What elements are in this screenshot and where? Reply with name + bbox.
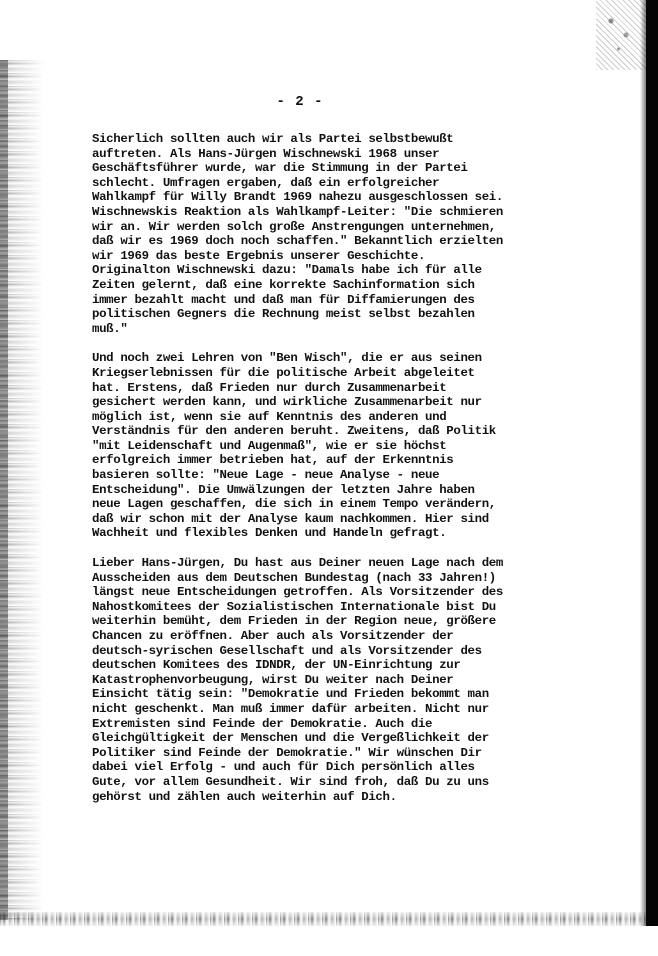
text-line: gesichert werden kann, und wirkliche Zusammenarbeit nur	[92, 395, 482, 410]
paragraph	[92, 351, 627, 541]
text-line: auftreten. Als Hans-Jürgen Wischnewski 1968 unser	[92, 146, 440, 161]
text-line: daß wir schon mit der Analyse kaum nachkommen. Hier sind	[92, 511, 489, 526]
text-line: schlecht. Umfragen ergaben, daß ein erfolgreicher	[92, 175, 440, 190]
text-line: Sicherlich sollten auch wir als Partei selbstbewußt	[92, 132, 454, 146]
text-line: erfolgreich immer betrieben hat, auf der Erkenntnis	[92, 453, 454, 468]
text-line: basieren sollte: "Neue Lage - neue Analyse - neue	[92, 468, 440, 483]
text-line: politischen Gegners die Rechnung meist selbst bezahlen	[92, 307, 475, 322]
text-line: Wischnewskis Reaktion als Wahlkampf-Leiter: "Die schmieren	[92, 204, 503, 219]
text-line: wir 1969 das beste Ergebnis unserer Geschichte.	[92, 248, 426, 263]
scan-noise-corner	[596, 0, 646, 70]
text-line: gehörst und zählen auch weiterhin auf Dich.	[92, 789, 397, 804]
text-line: Katastrophenvorbeugung, wirst Du weiter nach Deiner	[92, 672, 454, 687]
paragraph	[92, 132, 627, 336]
text-line: Kriegserlebnissen für die politische Arbeit abgeleitet	[92, 365, 475, 380]
text-line: längst neue Entscheidungen getroffen. Als Vorsitzender des	[92, 585, 503, 600]
body-text	[92, 132, 627, 819]
text-line: Verständnis für den anderen beruht. Zweitens, daß Politik	[92, 424, 496, 439]
text-line: hat. Erstens, daß Frieden nur durch Zusammenarbeit	[92, 380, 447, 395]
text-line: Einsicht tätig sein: "Demokratie und Frieden bekommt man	[92, 687, 489, 702]
text-line: weiterhin bemüht, dem Frieden in der Region neue, größere	[92, 614, 496, 629]
scan-noise-bottom	[0, 912, 646, 926]
text-line: wir an. Wir werden solch große Anstrengungen unternehmen,	[92, 219, 496, 234]
text-line: Gute, vor allem Gesundheit. Wir sind froh, daß Du zu uns	[92, 774, 489, 789]
text-line: Ausscheiden aus dem Deutschen Bundestag (nach 33 Jahren!)	[92, 570, 496, 585]
text-line: nicht geschenkt. Man muß immer dafür arbeiten. Nicht nur	[92, 701, 489, 716]
text-line: Originalton Wischnewski dazu: "Damals habe ich für alle	[92, 263, 482, 278]
text-line: Zeiten gelernt, daß eine korrekte Sachinformation sich	[92, 277, 475, 292]
text-line: "mit Leidenschaft und Augenmaß", wie er sie höchst	[92, 438, 447, 453]
text-line: Wahlkampf für Willy Brandt 1969 nahezu ausgeschlossen sei.	[92, 190, 503, 205]
text-line: muß."	[92, 321, 128, 336]
text-line: neue Lagen geschaffen, die sich in einem Tempo verändern,	[92, 497, 496, 512]
text-line: immer bezahlt macht und daß man für Diffamierungen des	[92, 292, 475, 307]
text-line: Entscheidung". Die Umwälzungen der letzten Jahre haben	[92, 482, 475, 497]
scan-bottom-margin	[0, 926, 658, 956]
text-line: Gleichgültigkeit der Menschen und die Vergeßlichkeit der	[92, 731, 489, 746]
text-line: Lieber Hans-Jürgen, Du hast aus Deiner neuen Lage nach dem	[92, 556, 503, 571]
scan-noise-left-edge	[0, 60, 8, 920]
page-number: - 2 -	[276, 94, 324, 110]
text-line: Wachheit und flexibles Denken und Handeln gefragt.	[92, 526, 447, 541]
text-line: möglich ist, wenn sie auf Kenntnis des anderen und	[92, 409, 447, 424]
text-line: Extremisten sind Feinde der Demokratie. Auch die	[92, 716, 433, 731]
text-line: Geschäftsführer wurde, war die Stimmung in der Partei	[92, 161, 468, 176]
text-line: deutsch-syrischen Gesellschaft und als Vorsitzender des	[92, 643, 482, 658]
text-line: Und noch zwei Lehren von "Ben Wisch", die er aus seinen	[92, 351, 482, 366]
text-line: Nahostkomitees der Sozialistischen Internationale bist Du	[92, 599, 496, 614]
paragraph	[92, 556, 627, 804]
text-line: deutschen Komitees des IDNDR, der UN-Einrichtung zur	[92, 658, 461, 673]
text-line: dabei viel Erfolg - und auch für Dich persönlich alles	[92, 760, 475, 775]
text-line: Politiker sind Feinde der Demokratie." Wir wünschen Dir	[92, 745, 482, 760]
text-line: Chancen zu eröffnen. Aber auch als Vorsitzender der	[92, 629, 454, 643]
text-line: daß wir es 1969 doch noch schaffen." Bekanntlich erzielten	[92, 234, 503, 249]
scan-border-right	[646, 0, 658, 956]
